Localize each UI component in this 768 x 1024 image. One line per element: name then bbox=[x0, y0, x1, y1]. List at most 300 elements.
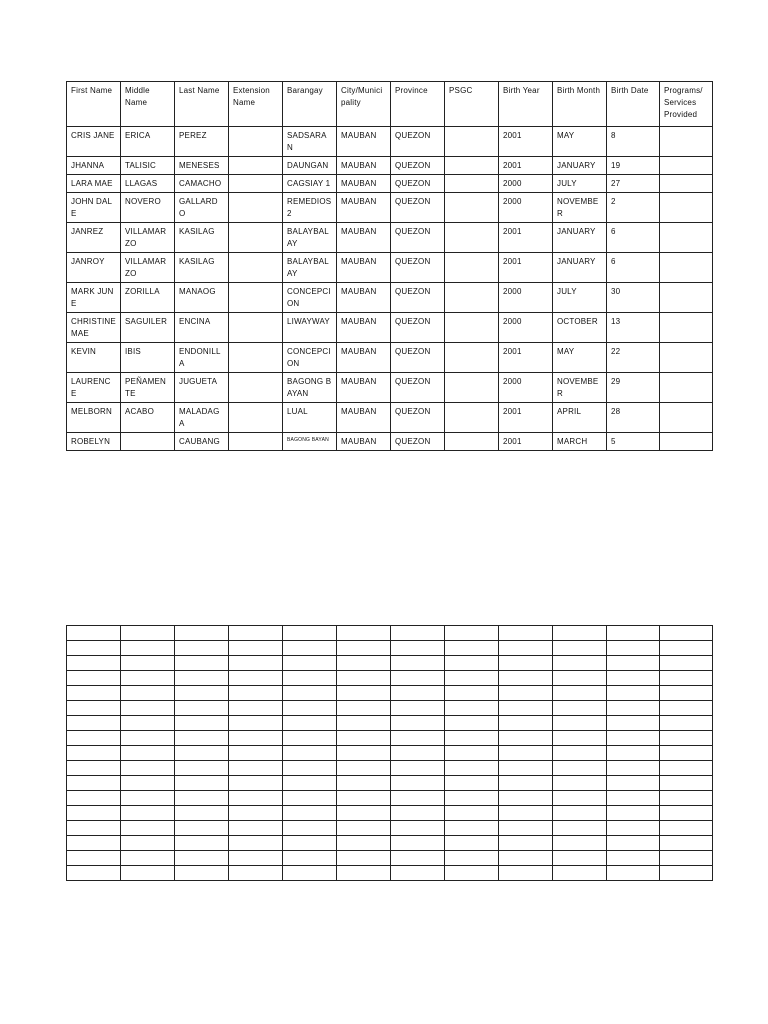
blank-cell bbox=[445, 821, 499, 836]
table-cell bbox=[660, 283, 713, 313]
blank-cell bbox=[283, 701, 337, 716]
blank-cell bbox=[445, 626, 499, 641]
blank-cell bbox=[391, 761, 445, 776]
table-cell bbox=[229, 127, 283, 157]
blank-cell bbox=[175, 821, 229, 836]
table-row bbox=[67, 193, 713, 223]
blank-cell bbox=[660, 671, 713, 686]
table-cell: CAUBANG bbox=[175, 433, 229, 451]
blank-cell bbox=[391, 716, 445, 731]
header-cell: City/Municipality bbox=[337, 82, 391, 127]
blank-cell bbox=[175, 851, 229, 866]
blank-cell bbox=[175, 731, 229, 746]
table-cell bbox=[445, 157, 499, 175]
table-cell: NOVEMBER bbox=[553, 373, 607, 403]
blank-cell bbox=[553, 731, 607, 746]
blank-row bbox=[67, 671, 713, 686]
blank-cell bbox=[445, 686, 499, 701]
blank-cell bbox=[607, 776, 660, 791]
blank-cell bbox=[337, 671, 391, 686]
table-cell: SADSARAN bbox=[283, 127, 337, 157]
table-cell: QUEZON bbox=[391, 283, 445, 313]
table-cell: CRIS JANE bbox=[67, 127, 121, 157]
blank-cell bbox=[553, 806, 607, 821]
table-cell: LUAL bbox=[283, 403, 337, 433]
blank-cell bbox=[283, 731, 337, 746]
table-cell: 2001 bbox=[499, 403, 553, 433]
table-cell bbox=[229, 175, 283, 193]
table-cell: MAUBAN bbox=[337, 403, 391, 433]
blank-row bbox=[67, 836, 713, 851]
blank-cell bbox=[229, 686, 283, 701]
blank-cell bbox=[445, 641, 499, 656]
table-cell: 27 bbox=[607, 175, 660, 193]
blank-cell bbox=[553, 641, 607, 656]
blank-cell bbox=[391, 656, 445, 671]
blank-cell bbox=[499, 731, 553, 746]
table-cell: JANREZ bbox=[67, 223, 121, 253]
blank-cell bbox=[121, 866, 175, 881]
table-cell: MAUBAN bbox=[337, 433, 391, 451]
table-cell bbox=[660, 403, 713, 433]
blank-cell bbox=[660, 656, 713, 671]
blank-cell bbox=[445, 731, 499, 746]
blank-cell bbox=[337, 836, 391, 851]
blank-cell bbox=[499, 746, 553, 761]
blank-cell bbox=[660, 701, 713, 716]
blank-cell bbox=[229, 791, 283, 806]
blank-cell bbox=[391, 626, 445, 641]
blank-cell bbox=[283, 761, 337, 776]
blank-cell bbox=[337, 746, 391, 761]
table-cell bbox=[445, 127, 499, 157]
table-cell: GALLARDO bbox=[175, 193, 229, 223]
blank-cell bbox=[607, 701, 660, 716]
blank-cell bbox=[175, 866, 229, 881]
blank-cell bbox=[499, 701, 553, 716]
table-cell: CAGSIAY 1 bbox=[283, 175, 337, 193]
blank-cell bbox=[607, 716, 660, 731]
blank-cell bbox=[445, 701, 499, 716]
blank-cell bbox=[607, 746, 660, 761]
blank-cell bbox=[283, 866, 337, 881]
table-cell: APRIL bbox=[553, 403, 607, 433]
blank-cell bbox=[499, 851, 553, 866]
header-cell: First Name bbox=[67, 82, 121, 127]
blank-cell bbox=[660, 716, 713, 731]
table-cell bbox=[229, 403, 283, 433]
table-cell bbox=[229, 283, 283, 313]
blank-cell bbox=[175, 791, 229, 806]
blank-cell bbox=[553, 761, 607, 776]
blank-cell bbox=[660, 806, 713, 821]
table-cell: QUEZON bbox=[391, 223, 445, 253]
table-cell: JHANNA bbox=[67, 157, 121, 175]
blank-cell bbox=[283, 851, 337, 866]
table-cell: MAUBAN bbox=[337, 175, 391, 193]
blank-cell bbox=[175, 701, 229, 716]
blank-cell bbox=[553, 671, 607, 686]
blank-cell bbox=[391, 851, 445, 866]
blank-row bbox=[67, 686, 713, 701]
blank-cell bbox=[283, 776, 337, 791]
blank-cell bbox=[337, 686, 391, 701]
blank-cell bbox=[67, 791, 121, 806]
table-cell bbox=[445, 313, 499, 343]
blank-cell bbox=[660, 761, 713, 776]
table-cell: 28 bbox=[607, 403, 660, 433]
table-row bbox=[67, 403, 713, 433]
blank-cell bbox=[445, 851, 499, 866]
blank-cell bbox=[607, 851, 660, 866]
blank-cell bbox=[660, 851, 713, 866]
blank-cell bbox=[175, 626, 229, 641]
table-cell: QUEZON bbox=[391, 253, 445, 283]
blank-row bbox=[67, 716, 713, 731]
blank-cell bbox=[445, 866, 499, 881]
table-row bbox=[67, 283, 713, 313]
blank-cell bbox=[337, 806, 391, 821]
blank-cell bbox=[499, 776, 553, 791]
table-cell: QUEZON bbox=[391, 193, 445, 223]
table-cell bbox=[660, 175, 713, 193]
table-cell: QUEZON bbox=[391, 127, 445, 157]
table-cell: 2 bbox=[607, 193, 660, 223]
table-cell: 2000 bbox=[499, 373, 553, 403]
table-row bbox=[67, 343, 713, 373]
blank-cell bbox=[660, 731, 713, 746]
table-cell: SAGUILER bbox=[121, 313, 175, 343]
blank-cell bbox=[499, 716, 553, 731]
blank-cell bbox=[337, 776, 391, 791]
table-cell: JUGUETA bbox=[175, 373, 229, 403]
table-cell: MANAOG bbox=[175, 283, 229, 313]
blank-cell bbox=[121, 701, 175, 716]
blank-cell bbox=[337, 626, 391, 641]
table-cell: KEVIN bbox=[67, 343, 121, 373]
blank-cell bbox=[660, 626, 713, 641]
table-cell: ROBELYN bbox=[67, 433, 121, 451]
blank-cell bbox=[229, 761, 283, 776]
table-cell: JULY bbox=[553, 175, 607, 193]
table-cell bbox=[229, 223, 283, 253]
blank-cell bbox=[67, 821, 121, 836]
table-cell: 19 bbox=[607, 157, 660, 175]
blank-cell bbox=[229, 821, 283, 836]
table-cell: CONCEPCION bbox=[283, 343, 337, 373]
blank-cell bbox=[391, 821, 445, 836]
blank-cell bbox=[175, 836, 229, 851]
table-row bbox=[67, 433, 713, 451]
table-cell: KASILAG bbox=[175, 223, 229, 253]
table-cell bbox=[660, 313, 713, 343]
table-cell: BAGONG BAYAN bbox=[283, 373, 337, 403]
blank-row bbox=[67, 656, 713, 671]
table-cell: 2001 bbox=[499, 343, 553, 373]
table-cell bbox=[121, 433, 175, 451]
table-cell: TALISIC bbox=[121, 157, 175, 175]
blank-cell bbox=[229, 731, 283, 746]
table-cell bbox=[445, 403, 499, 433]
table-cell: ACABO bbox=[121, 403, 175, 433]
blank-cell bbox=[607, 731, 660, 746]
blank-cell bbox=[499, 686, 553, 701]
blank-cell bbox=[337, 701, 391, 716]
table-cell: BALAYBALAY bbox=[283, 223, 337, 253]
table-cell: DAUNGAN bbox=[283, 157, 337, 175]
table-cell: MAY bbox=[553, 127, 607, 157]
header-cell: PSGC bbox=[445, 82, 499, 127]
blank-cell bbox=[607, 836, 660, 851]
blank-cell bbox=[607, 686, 660, 701]
table-cell bbox=[229, 343, 283, 373]
blank-cell bbox=[283, 641, 337, 656]
blank-row bbox=[67, 806, 713, 821]
table-cell: MARK JUNE bbox=[67, 283, 121, 313]
blank-row bbox=[67, 746, 713, 761]
blank-cell bbox=[283, 746, 337, 761]
blank-cell bbox=[121, 806, 175, 821]
blank-cell bbox=[337, 641, 391, 656]
blank-cell bbox=[67, 686, 121, 701]
blank-cell bbox=[445, 746, 499, 761]
table-cell: QUEZON bbox=[391, 403, 445, 433]
blank-cell bbox=[445, 791, 499, 806]
blank-cell bbox=[660, 821, 713, 836]
blank-cell bbox=[67, 641, 121, 656]
blank-cell bbox=[337, 761, 391, 776]
blank-cell bbox=[337, 821, 391, 836]
blank-cell bbox=[175, 641, 229, 656]
blank-cell bbox=[391, 701, 445, 716]
table-cell: JOHN DALE bbox=[67, 193, 121, 223]
blank-cell bbox=[391, 731, 445, 746]
table-cell: 5 bbox=[607, 433, 660, 451]
table-cell: MAUBAN bbox=[337, 223, 391, 253]
blank-cell bbox=[229, 701, 283, 716]
table-row bbox=[67, 175, 713, 193]
blank-cell bbox=[445, 806, 499, 821]
blank-cell bbox=[67, 851, 121, 866]
table-cell: ZORILLA bbox=[121, 283, 175, 313]
blank-cell bbox=[337, 851, 391, 866]
table-cell: 2000 bbox=[499, 193, 553, 223]
table-cell bbox=[445, 343, 499, 373]
blank-cell bbox=[175, 656, 229, 671]
header-cell: Programs/ Services Provided bbox=[660, 82, 713, 127]
blank-cell bbox=[391, 791, 445, 806]
blank-row bbox=[67, 791, 713, 806]
table-cell: QUEZON bbox=[391, 433, 445, 451]
blank-cell bbox=[121, 641, 175, 656]
blank-cell bbox=[121, 686, 175, 701]
blank-cell bbox=[607, 806, 660, 821]
blank-cell bbox=[607, 761, 660, 776]
header-cell: Birth Year bbox=[499, 82, 553, 127]
blank-cell bbox=[660, 836, 713, 851]
table-cell bbox=[445, 193, 499, 223]
blank-cell bbox=[67, 836, 121, 851]
table-cell: BAGONG BAYAN bbox=[283, 433, 337, 451]
table-cell: 2001 bbox=[499, 157, 553, 175]
blank-cell bbox=[229, 656, 283, 671]
blank-cell bbox=[607, 641, 660, 656]
blank-grid-body bbox=[67, 626, 713, 881]
table-cell bbox=[229, 433, 283, 451]
blank-row bbox=[67, 866, 713, 881]
table-cell: BALAYBALAY bbox=[283, 253, 337, 283]
blank-cell bbox=[229, 806, 283, 821]
table-cell: 2000 bbox=[499, 313, 553, 343]
blank-cell bbox=[391, 866, 445, 881]
table-cell: VILLAMARZO bbox=[121, 253, 175, 283]
table-row bbox=[67, 373, 713, 403]
blank-cell bbox=[553, 701, 607, 716]
blank-cell bbox=[67, 626, 121, 641]
table-row bbox=[67, 157, 713, 175]
table-cell: JANUARY bbox=[553, 157, 607, 175]
table-cell: MAUBAN bbox=[337, 283, 391, 313]
blank-cell bbox=[229, 836, 283, 851]
blank-cell bbox=[499, 626, 553, 641]
table-cell bbox=[229, 373, 283, 403]
table-cell: REMEDIOS 2 bbox=[283, 193, 337, 223]
blank-cell bbox=[499, 821, 553, 836]
table-row bbox=[67, 253, 713, 283]
table-cell: 30 bbox=[607, 283, 660, 313]
blank-cell bbox=[283, 656, 337, 671]
blank-cell bbox=[607, 671, 660, 686]
header-cell: Birth Month bbox=[553, 82, 607, 127]
blank-row bbox=[67, 821, 713, 836]
table-cell bbox=[660, 343, 713, 373]
table-cell: MAUBAN bbox=[337, 373, 391, 403]
table-cell: 2001 bbox=[499, 253, 553, 283]
table-row bbox=[67, 223, 713, 253]
table-cell: NOVERO bbox=[121, 193, 175, 223]
blank-cell bbox=[445, 761, 499, 776]
table-cell: MAUBAN bbox=[337, 343, 391, 373]
blank-cell bbox=[391, 746, 445, 761]
blank-cell bbox=[67, 716, 121, 731]
blank-cell bbox=[67, 731, 121, 746]
table-cell: MAUBAN bbox=[337, 157, 391, 175]
table-cell: PEREZ bbox=[175, 127, 229, 157]
table-cell: 22 bbox=[607, 343, 660, 373]
table-cell bbox=[660, 193, 713, 223]
blank-cell bbox=[121, 836, 175, 851]
blank-cell bbox=[660, 686, 713, 701]
table-cell: 13 bbox=[607, 313, 660, 343]
blank-cell bbox=[229, 671, 283, 686]
table-cell bbox=[445, 283, 499, 313]
table-cell bbox=[445, 433, 499, 451]
table-cell: LAURENCE bbox=[67, 373, 121, 403]
blank-cell bbox=[121, 656, 175, 671]
blank-cell bbox=[553, 776, 607, 791]
table-cell: CHRISTINE MAE bbox=[67, 313, 121, 343]
table-cell: ENDONILLA bbox=[175, 343, 229, 373]
blank-cell bbox=[175, 806, 229, 821]
blank-cell bbox=[391, 671, 445, 686]
table-cell: 2001 bbox=[499, 433, 553, 451]
table-cell: ENCINA bbox=[175, 313, 229, 343]
blank-cell bbox=[283, 671, 337, 686]
blank-cell bbox=[607, 656, 660, 671]
blank-cell bbox=[499, 641, 553, 656]
blank-cell bbox=[391, 836, 445, 851]
blank-cell bbox=[229, 776, 283, 791]
blank-cell bbox=[67, 746, 121, 761]
blank-cell bbox=[121, 731, 175, 746]
table-cell: MAUBAN bbox=[337, 193, 391, 223]
table-cell bbox=[229, 157, 283, 175]
header-cell: Province bbox=[391, 82, 445, 127]
table-cell bbox=[660, 127, 713, 157]
table-cell bbox=[660, 433, 713, 451]
blank-cell bbox=[553, 746, 607, 761]
blank-cell bbox=[175, 761, 229, 776]
blank-cell bbox=[229, 716, 283, 731]
blank-cell bbox=[553, 821, 607, 836]
table-cell bbox=[229, 253, 283, 283]
blank-cell bbox=[175, 716, 229, 731]
table-cell bbox=[660, 253, 713, 283]
blank-cell bbox=[337, 656, 391, 671]
blank-cell bbox=[553, 656, 607, 671]
table-cell bbox=[445, 223, 499, 253]
blank-cell bbox=[121, 791, 175, 806]
blank-cell bbox=[337, 716, 391, 731]
blank-cell bbox=[445, 776, 499, 791]
blank-cell bbox=[67, 776, 121, 791]
table-cell: MELBORN bbox=[67, 403, 121, 433]
table-cell: 6 bbox=[607, 253, 660, 283]
blank-cell bbox=[283, 836, 337, 851]
table-cell: MAY bbox=[553, 343, 607, 373]
blank-cell bbox=[121, 671, 175, 686]
table-cell: JANUARY bbox=[553, 253, 607, 283]
table-cell bbox=[660, 223, 713, 253]
table-cell bbox=[229, 313, 283, 343]
blank-cell bbox=[229, 626, 283, 641]
table-cell: 2001 bbox=[499, 223, 553, 253]
blank-cell bbox=[499, 761, 553, 776]
blank-cell bbox=[175, 671, 229, 686]
blank-cell bbox=[499, 836, 553, 851]
blank-row bbox=[67, 776, 713, 791]
table-cell: CONCEPCION bbox=[283, 283, 337, 313]
blank-cell bbox=[391, 776, 445, 791]
blank-cell bbox=[67, 866, 121, 881]
table-cell: MAUBAN bbox=[337, 253, 391, 283]
table-cell bbox=[660, 373, 713, 403]
table-cell: NOVEMBER bbox=[553, 193, 607, 223]
blank-row bbox=[67, 701, 713, 716]
header-cell: Middle Name bbox=[121, 82, 175, 127]
blank-cell bbox=[553, 686, 607, 701]
blank-cell bbox=[175, 776, 229, 791]
table-cell: JANUARY bbox=[553, 223, 607, 253]
blank-cell bbox=[283, 716, 337, 731]
blank-cell bbox=[391, 806, 445, 821]
blank-cell bbox=[67, 806, 121, 821]
table-cell: 8 bbox=[607, 127, 660, 157]
table-cell: LLAGAS bbox=[121, 175, 175, 193]
blank-cell bbox=[121, 851, 175, 866]
table-cell: CAMACHO bbox=[175, 175, 229, 193]
blank-cell bbox=[445, 656, 499, 671]
